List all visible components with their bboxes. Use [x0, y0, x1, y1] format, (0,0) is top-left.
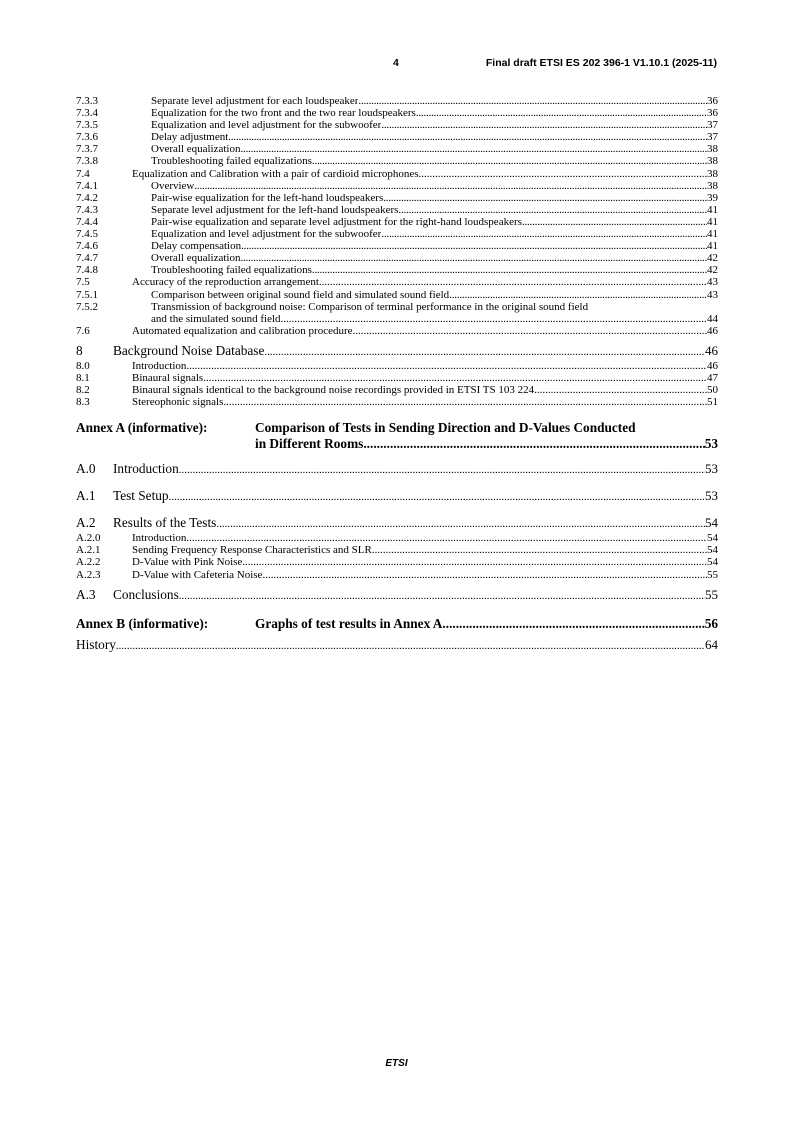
toc-entry-page: 36 [707, 107, 718, 120]
toc-entry-number: 7.4 [76, 167, 90, 180]
toc-entry-page: 43 [707, 288, 718, 301]
toc-entry-number: 7.4.1 [76, 179, 98, 192]
toc-entry-title: Pair-wise equalization and separate level adjustment for the right-hand loudspeakers [151, 215, 522, 228]
toc-leader [179, 463, 705, 478]
toc-entry-page: 50 [707, 384, 718, 397]
toc-entry-page: 37 [707, 131, 718, 144]
toc-leader [312, 264, 707, 276]
toc-entry-number: 7.4.4 [76, 215, 98, 228]
toc-entry-page: 38 [707, 179, 718, 192]
toc-entry-page: 42 [707, 264, 718, 277]
toc-leader [363, 436, 704, 452]
toc-entry-title: Stereophonic signals [132, 396, 224, 409]
toc-chapter-8[interactable] [76, 343, 718, 360]
toc-entry-a0[interactable] [76, 461, 718, 478]
toc-entry-8-2[interactable] [76, 384, 718, 396]
toc-entry-page: 55 [705, 586, 718, 602]
toc-entry-title: Overview [151, 179, 195, 192]
toc-leader [398, 204, 707, 216]
toc-entry-title: Sending Frequency Response Characteristics and SLR [132, 544, 372, 557]
toc-entry-page: 53 [704, 435, 718, 451]
toc-leader [281, 313, 707, 325]
toc-entry-a3[interactable] [76, 587, 718, 604]
toc-entry-number: 7.5 [76, 276, 90, 289]
toc-entry-page: 46 [707, 324, 718, 337]
toc-entry-page: 47 [707, 371, 718, 384]
toc-annex-b[interactable] [76, 616, 718, 632]
table-of-contents [76, 95, 718, 654]
toc-entry-history[interactable] [76, 637, 718, 654]
toc-leader [358, 95, 707, 107]
toc-entry-page: 38 [707, 143, 718, 156]
toc-annex-a[interactable] [76, 420, 718, 451]
toc-entry-number: A.3 [76, 586, 96, 602]
toc-entry-title: Overall equalization [151, 143, 241, 156]
toc-entry-number: 7.3.6 [76, 131, 98, 144]
toc-leader [383, 192, 707, 204]
toc-entry-7-4-2[interactable] [76, 192, 718, 204]
toc-entry-title: Conclusions [113, 586, 179, 602]
toc-entry-number: A.2 [76, 515, 96, 531]
toc-entry-a-2-3[interactable] [76, 569, 718, 581]
toc-leader [194, 180, 707, 192]
toc-entry-page: 54 [707, 544, 718, 557]
toc-entry-number: 7.4.7 [76, 252, 98, 265]
toc-entry-7-4[interactable] [76, 168, 718, 180]
toc-entry-page: 41 [707, 240, 718, 253]
toc-entry-page: 46 [707, 359, 718, 372]
annex-title: Graphs of test results in Annex A [255, 615, 443, 631]
toc-entry-number: 7.4.6 [76, 240, 98, 253]
toc-entry-page: 36 [707, 95, 718, 107]
toc-entry-title: Equalization for the two front and the two rear loudspeakers [151, 107, 416, 120]
toc-entry-a2[interactable] [76, 515, 718, 532]
toc-entry-page: 54 [707, 556, 718, 569]
toc-leader [372, 544, 707, 556]
toc-leader [353, 325, 707, 337]
toc-entry-title: Troubleshooting failed equalizations [151, 264, 312, 277]
toc-entry-8-1[interactable] [76, 372, 718, 384]
toc-entry-7-3-8[interactable] [76, 155, 718, 167]
toc-entry-title: Results of the Tests [113, 515, 217, 531]
toc-entry-number: 7.5.1 [76, 288, 98, 301]
toc-entry-7-3-7[interactable] [76, 143, 718, 155]
toc-entry-page: 53 [705, 488, 718, 504]
toc-entry-number: 8.1 [76, 371, 90, 384]
toc-entry-page: 54 [707, 532, 718, 545]
toc-entry-page: 54 [705, 515, 718, 531]
toc-leader [264, 345, 705, 360]
toc-entry-7-4-7[interactable] [76, 252, 718, 264]
toc-entry-number: 7.3.3 [76, 95, 98, 107]
toc-entry-page: 53 [705, 461, 718, 477]
toc-entry-number: 8.0 [76, 359, 90, 372]
toc-leader [319, 276, 707, 288]
toc-entry-title: D-Value with Pink Noise [132, 556, 243, 569]
toc-leader [381, 228, 707, 240]
toc-entry-number: A.1 [76, 488, 96, 504]
toc-block-8 [76, 360, 718, 408]
toc-entry-number: A.0 [76, 461, 96, 477]
toc-entry-title: Binaural signals identical to the background noise recordings provided in ETSI TS 103 224 [132, 384, 535, 397]
toc-entry-7-4-4[interactable] [76, 216, 718, 228]
toc-entry-7-3-3[interactable] [76, 95, 718, 107]
toc-leader [223, 396, 707, 408]
toc-entry-7-4-3[interactable] [76, 204, 718, 216]
toc-entry-7-3-6[interactable] [76, 131, 718, 143]
toc-entry-title: Equalization and Calibration with a pair of cardioid microphones [132, 167, 419, 180]
toc-entry-title: Comparison between original sound field and simulated sound field [151, 288, 450, 301]
toc-leader [241, 143, 708, 155]
toc-leader [241, 252, 708, 264]
toc-leader [186, 532, 707, 544]
annex-label: Annex A (informative): [76, 420, 208, 436]
toc-entry-title-line2: and the simulated sound field [151, 312, 281, 325]
toc-leader [116, 639, 705, 654]
toc-entry-7-3-5[interactable] [76, 119, 718, 131]
toc-leader [312, 155, 707, 167]
toc-entry-title: Overall equalization [151, 252, 241, 265]
toc-entry-8-3[interactable] [76, 396, 718, 408]
toc-leader [522, 216, 707, 228]
toc-entry-title: Separate level adjustment for the left-hand loudspeakers [151, 203, 399, 216]
toc-entry-title: Introduction [113, 461, 179, 477]
toc-entry-8-0[interactable] [76, 360, 718, 372]
toc-entry-title: Equalization and level adjustment for the subwoofer [151, 119, 382, 132]
toc-entry-title: Separate level adjustment for each loudspeaker [151, 95, 359, 107]
toc-entry-7-6[interactable] [76, 325, 718, 337]
toc-entry-number: 8.2 [76, 384, 90, 397]
toc-entry-number: 7.4.5 [76, 228, 98, 241]
toc-entry-number: 7.6 [76, 324, 90, 337]
toc-block-a2 [76, 532, 718, 580]
toc-leader [416, 107, 707, 119]
toc-entry-title: D-Value with Cafeteria Noise [132, 568, 263, 581]
toc-block-7 [76, 95, 718, 301]
toc-entry-page: 55 [707, 568, 718, 581]
toc-leader [534, 384, 707, 396]
toc-entry-7-3-4[interactable] [76, 107, 718, 119]
toc-entry-7-5-2[interactable] [76, 301, 718, 325]
toc-entry-title: History [76, 637, 116, 653]
toc-leader [228, 131, 707, 143]
toc-entry-number: A.2.1 [76, 544, 101, 557]
page-footer: ETSI [385, 1058, 408, 1069]
toc-entry-page: 41 [707, 215, 718, 228]
toc-entry-7-4-1[interactable] [76, 180, 718, 192]
toc-entry-title: Binaural signals [132, 371, 204, 384]
toc-entry-number: A.2.2 [76, 556, 101, 569]
toc-entry-title-line1: Transmission of background noise: Comparison of terminal performance in the original sound field [151, 300, 589, 313]
toc-entry-title: Pair-wise equalization for the left-hand loudspeakers [151, 191, 384, 204]
toc-entry-title: Troubleshooting failed equalizations [151, 155, 312, 168]
toc-entry-title: Background Noise Database [113, 342, 265, 358]
toc-leader [442, 616, 704, 632]
toc-entry-7-4-6[interactable] [76, 240, 718, 252]
toc-entry-number: A.2.0 [76, 532, 101, 545]
toc-entry-number: 7.4.8 [76, 264, 98, 277]
toc-entry-page: 42 [707, 252, 718, 265]
toc-leader [419, 168, 707, 180]
toc-entry-7-4-8[interactable] [76, 264, 718, 276]
toc-leader [169, 490, 705, 505]
toc-entry-7-5[interactable] [76, 276, 718, 288]
annex-title-line2: in Different Rooms [255, 435, 364, 451]
toc-entry-page: 39 [707, 191, 718, 204]
toc-entry-title: Introduction [132, 532, 187, 545]
toc-entry-number: 7.3.8 [76, 155, 98, 168]
toc-leader [449, 289, 707, 301]
toc-entry-title: Equalization and level adjustment for the subwoofer [151, 228, 382, 241]
page-header [0, 57, 793, 73]
toc-leader [216, 517, 705, 532]
toc-entry-title: Automated equalization and calibration procedure [132, 324, 353, 337]
toc-entry-a1[interactable] [76, 488, 718, 505]
toc-leader [262, 569, 707, 581]
toc-entry-number: 7.4.3 [76, 203, 98, 216]
toc-entry-number: 7.4.2 [76, 191, 98, 204]
toc-entry-a-2-2[interactable] [76, 556, 718, 568]
toc-leader [241, 240, 707, 252]
toc-entry-number: 8.3 [76, 396, 90, 409]
toc-entry-page: 41 [707, 228, 718, 241]
toc-entry-a-2-1[interactable] [76, 544, 718, 556]
toc-entry-number: 7.3.7 [76, 143, 98, 156]
toc-entry-title: Delay adjustment [151, 131, 229, 144]
toc-entry-number: 8 [76, 342, 83, 358]
toc-entry-page: 46 [705, 342, 718, 358]
toc-leader [186, 360, 707, 372]
toc-entry-page: 64 [705, 637, 718, 653]
annex-label: Annex B (informative): [76, 615, 209, 631]
toc-entry-7-5-1[interactable] [76, 289, 718, 301]
annex-title-line1: Comparison of Tests in Sending Direction and D-Values Conducted [255, 420, 636, 436]
toc-entry-7-4-5[interactable] [76, 228, 718, 240]
toc-entry-page: 38 [707, 155, 718, 168]
toc-leader [381, 119, 707, 131]
toc-entry-page: 41 [707, 203, 718, 216]
toc-entry-number: 7.3.4 [76, 107, 98, 120]
toc-entry-title: Accuracy of the reproduction arrangement [132, 276, 319, 289]
document-id: Final draft ETSI ES 202 396-1 V1.10.1 (2025-11) [485, 57, 717, 69]
toc-entry-number: 7.5.2 [76, 300, 98, 313]
toc-leader [203, 372, 707, 384]
toc-entry-page: 37 [707, 119, 718, 132]
toc-entry-page: 43 [707, 276, 718, 289]
toc-entry-title: Test Setup [113, 488, 169, 504]
toc-entry-number: 7.3.5 [76, 119, 98, 132]
toc-entry-page: 51 [707, 396, 718, 409]
page-number: 4 [393, 57, 399, 69]
toc-entry-number: A.2.3 [76, 568, 101, 581]
toc-entry-title: Delay compensation [151, 240, 242, 253]
toc-entry-a-2-0[interactable] [76, 532, 718, 544]
toc-block-7-6 [76, 325, 718, 337]
toc-leader [179, 589, 705, 604]
toc-leader [242, 556, 707, 568]
toc-entry-title: Introduction [132, 359, 187, 372]
toc-entry-page: 44 [707, 312, 718, 325]
toc-entry-page: 56 [704, 615, 718, 631]
toc-entry-page: 38 [707, 167, 718, 180]
